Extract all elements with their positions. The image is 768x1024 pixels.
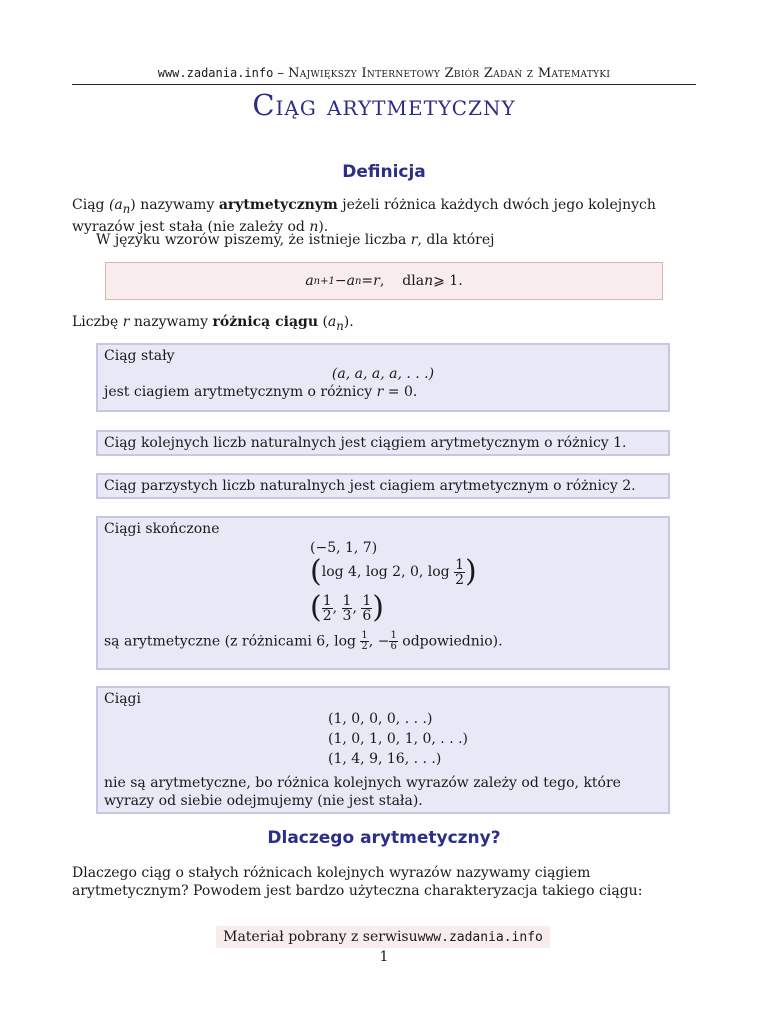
header-dash: – [273,66,289,81]
example-box-naturals: Ciąg kolejnych liczb naturalnych jest ciągiem arytmetycznym o różnicy 1. [96,430,670,456]
example-box-finite: Ciągi skończone (−5, 1, 7) (log 4, log 2, 0, log $\frac{1}{2}$ ) ( $\frac{1}{2}$ , $\frac{1}{3}$ , $\frac{1}{6}$ ) są arytmetyczne (z różnicami 6, log $\frac{1}{2}$ , − $\frac{1}{6}$ odpowiednio). [96,516,670,670]
finite-conclusion: są arytmetyczne (z różnicami 6, log $\frac{1}{2}$ , − $\frac{1}{6}$ odpowiednio). [104,630,503,652]
term-roznica-ciagu: różnicą ciągu [212,314,318,330]
difference-paragraph: Liczbę r nazywamy różnicą ciągu $(a_n)$. [72,314,354,333]
header-site-link[interactable]: www.zadania.info [157,66,274,80]
header-tagline: Największy Internetowy Zbiór Zadań z Matematyki [288,66,611,81]
definition-paragraph: Ciąg $(a_n)$ nazywamy arytmetycznym jeżeli różnica każdych dwóch jego kolejnych wyrazów jest stała (nie zależy od n). [72,197,656,235]
example-box-even: Ciąg parzystych liczb naturalnych jest ciagiem arytmetycznym o różnicy 2. [96,473,670,499]
formula-intro-paragraph: W języku wzorów piszemy, że istnieje liczba r, dla której [96,232,495,248]
example-box-constant: Ciąg stały (a, a, a, a, . . .) jest ciagiem arytmetycznym o różnicy r = 0. [96,343,670,412]
example-box-non-arithmetic: Ciągi (1, 0, 0, 0, . . .) (1, 0, 1, 0, 1, 0, . . .) (1, 4, 9, 16, . . .) nie są arytmetyczne, bo różnica kolejnych wyrazów zależy od tego, które wyrazy od siebie odejmujemy (nie jest stała). [96,686,670,814]
footer-site-link[interactable]: www.zadania.info [417,929,543,945]
non-arith-seq-3: (1, 4, 9, 16, . . .) [328,751,442,767]
why-paragraph: Dlaczego ciąg o stałych różnicach kolejnych wyrazów nazywamy ciągiem arytmetycznym? Powodem jest bardzo użyteczna charakteryzacja takiego ciągu: [72,865,643,899]
page-number: 1 [379,949,389,965]
constant-sequence: (a, a, a, a, . . .) [331,366,435,382]
non-arith-seq-2: (1, 0, 1, 0, 1, 0, . . .) [328,731,469,747]
finite-seq-3: ( $\frac{1}{2}$ , $\frac{1}{3}$ , $\frac{1}{6}$ ) [310,590,385,625]
non-arith-seq-1: (1, 0, 0, 0, . . .) [328,711,433,727]
finite-seq-1: (−5, 1, 7) [310,540,378,556]
page-header [72,66,696,85]
page-title: Ciąg arytmetyczny [252,88,516,122]
section-heading-definition: Definicja [342,162,426,182]
term-arytmetycznym: arytmetycznym [218,197,338,213]
non-arith-conclusion: nie są arytmetyczne, bo różnica kolejnych wyrazów zależy od tego, które wyrazy od siebie odejmujemy (nie jest stała). [104,775,621,809]
page-footer: Materiał pobrany z serwisu www.zadania.info [216,926,550,948]
section-heading-why: Dlaczego arytmetyczny? [267,828,501,848]
definition-formula-box: a n+1 − a n = r , dla n ⩾ 1. [105,262,663,300]
finite-seq-2: (log 4, log 2, 0, log $\frac{1}{2}$ ) [310,554,477,589]
